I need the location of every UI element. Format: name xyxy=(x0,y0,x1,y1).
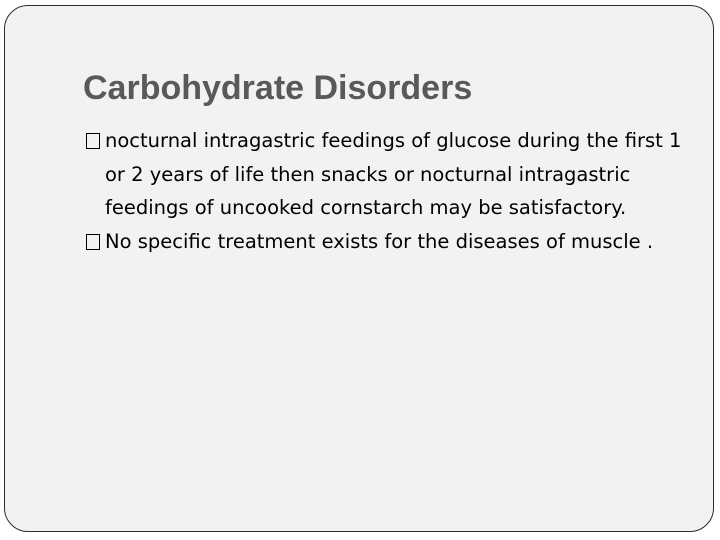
missing-glyph-box-icon xyxy=(86,133,100,149)
slide-frame xyxy=(4,5,714,532)
bullet-item-treatment xyxy=(85,225,695,259)
bullet-list xyxy=(85,124,695,258)
bullet-item-feedings xyxy=(85,124,695,225)
bullet-text: No specific treatment exists for the diseases of muscle . xyxy=(105,229,654,253)
missing-glyph-box-icon xyxy=(86,234,100,250)
bullet-text: nocturnal intragastric feedings of glucose during the first 1 or 2 years of life then snacks or nocturnal intragastric feedings of uncooked cornstarch may be satisfactory. xyxy=(105,129,682,219)
slide-title: Carbohydrate Disorders xyxy=(83,69,473,107)
